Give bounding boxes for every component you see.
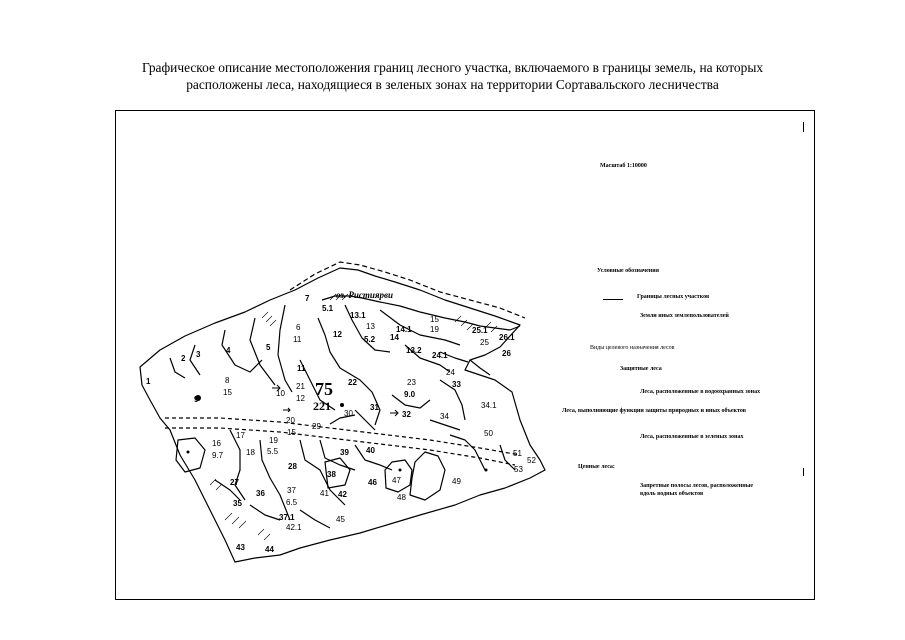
parcel-label: 45 (336, 515, 345, 524)
parcel-label: 16 (212, 439, 221, 448)
legend-prohibited-strips: Запретные полосы лесов, расположенные (640, 483, 754, 489)
parcel-label: 46 (368, 478, 377, 487)
parcel-label: 32 (402, 410, 411, 419)
parcel-marker-47 (399, 469, 402, 472)
parcel-label: 18 (246, 448, 255, 457)
parcel-labels (146, 294, 536, 554)
parcel-label: 13.1 (350, 311, 366, 320)
parcel-label: 25.1 (472, 326, 488, 335)
parcel-label: 4 (226, 346, 231, 355)
parcel-label: 25 (480, 338, 489, 347)
parcel-lines-east (450, 360, 515, 470)
arrow-icon (283, 408, 290, 412)
parcel-label: 6.5 (286, 498, 298, 507)
parcel-label: 5 (266, 343, 271, 352)
parcel-label: 44 (265, 545, 274, 554)
parcel-label: 13.2 (406, 346, 422, 355)
legend-protective: Защитные леса (620, 366, 662, 372)
parcel-label: 31 (370, 403, 379, 412)
parcel-48-shape (410, 452, 445, 500)
title-line-2: расположены леса, находящиеся в зеленых зонах на территории Сортавальского лесничества (186, 77, 719, 92)
parcel-label: 10 (276, 389, 285, 398)
parcel-label: 36 (256, 489, 265, 498)
parcel-label: 12 (333, 330, 342, 339)
parcel-label: 20 (286, 416, 295, 425)
legend-green-zone: Леса, расположенные в зеленых зонах (640, 434, 744, 440)
legend-prohibited-strips-2: вдоль водных объектов (640, 491, 704, 497)
parcel-label: 42.1 (286, 523, 302, 532)
frame-tick (803, 122, 804, 132)
title-line-1: Графическое описание местоположения границ лесного участка, включаемого в границы земель, на которых (141, 60, 764, 75)
parcel-lines-south (215, 430, 392, 528)
parcel-label: 11 (293, 335, 302, 344)
parcel-label: 34 (440, 412, 449, 421)
parcel-label: 15 (430, 315, 439, 324)
parcel-label: 43 (236, 543, 245, 552)
parcel-label: 49 (452, 477, 461, 486)
legend-other-lands: Земли иных землепользователей (640, 313, 729, 319)
parcel-label: 9.7 (212, 451, 224, 460)
parcel-label: 51 (513, 449, 522, 458)
parcel-label: 28 (288, 462, 297, 471)
parcel-label: 14 (390, 333, 399, 342)
parcel-label: 29 (312, 422, 321, 431)
parcel-marker-30 (340, 403, 344, 407)
legend-purpose-heading: Виды целевого назначения лесов (590, 345, 675, 351)
parcel-label: 30 (344, 409, 353, 418)
quarter-number: 75 (315, 379, 333, 399)
parcel-label: 22 (348, 378, 357, 387)
legend-boundaries: Границы лесных участков (637, 294, 710, 300)
parcel-label: 41 (320, 489, 329, 498)
parcel-label: 19 (269, 436, 278, 445)
parcel-label: 35 (233, 499, 242, 508)
parcel-label: 37 (287, 486, 296, 495)
parcel-label: 9 (194, 395, 199, 404)
parcel-label: 50 (484, 429, 493, 438)
legend-valuable-heading: Ценные леса: (578, 464, 615, 470)
parcel-label: 13 (366, 322, 375, 331)
parcel-label: 19 (430, 325, 439, 334)
parcel-label: 12 (296, 394, 305, 403)
quarter-area: 221 (313, 399, 331, 413)
parcel-label: 47 (392, 476, 401, 485)
legend-water-protection: Леса, расположенные в водоохранных зонах (640, 389, 761, 395)
parcel-label: 6 (296, 323, 301, 332)
parcel-label: 27 (230, 478, 239, 487)
parcel-label: 5.2 (364, 335, 376, 344)
parcel-label: 5.1 (322, 304, 334, 313)
parcel-label: 26.1 (499, 333, 515, 342)
parcel-label: 3 (196, 350, 201, 359)
parcel-marker-49 (485, 469, 488, 472)
parcel-label: 39 (340, 448, 349, 457)
parcel-label: 15 (287, 428, 296, 437)
frame-tick (803, 468, 804, 476)
parcel-marker-16 (187, 451, 190, 454)
parcel-label: 1 (146, 377, 151, 386)
parcel-label: 37.1 (279, 513, 295, 522)
parcel-label: 5.5 (267, 447, 279, 456)
parcel-label: 42 (338, 490, 347, 499)
legend-boundary-symbol (603, 299, 623, 300)
parcel-label: 11 (297, 364, 306, 373)
parcel-label: 8 (225, 376, 230, 385)
parcel-label: 38 (327, 470, 336, 479)
parcel-label: 23 (407, 378, 416, 387)
parcel-label: 24.1 (432, 351, 448, 360)
parcel-label: 33 (452, 380, 461, 389)
settlement-label: оз. Ристиярви (336, 290, 394, 300)
legend-heading: Условные обозначения (597, 268, 659, 274)
parcel-label: 26 (502, 349, 511, 358)
parcel-label: 14.1 (396, 325, 412, 334)
parcel-label: 9.0 (404, 390, 416, 399)
parcel-label: 48 (397, 493, 406, 502)
parcel-label: 7 (305, 294, 310, 303)
parcel-label: 17 (236, 431, 245, 440)
parcel-label: 40 (366, 446, 375, 455)
parcel-label: 53 (514, 465, 523, 474)
parcel-label: 52 (527, 456, 536, 465)
arrow-icon (390, 410, 398, 416)
legend-protective-functions: Леса, выполняющие функции защиты природных и иных объектов (562, 408, 746, 414)
parcel-label: 24 (446, 368, 455, 377)
parcel-label: 21 (296, 382, 305, 391)
parcel-label: 2 (181, 354, 186, 363)
parcel-label: 34.1 (481, 401, 497, 410)
scale-label: Масштаб 1:10000 (600, 163, 647, 169)
parcel-label: 15 (223, 388, 232, 397)
